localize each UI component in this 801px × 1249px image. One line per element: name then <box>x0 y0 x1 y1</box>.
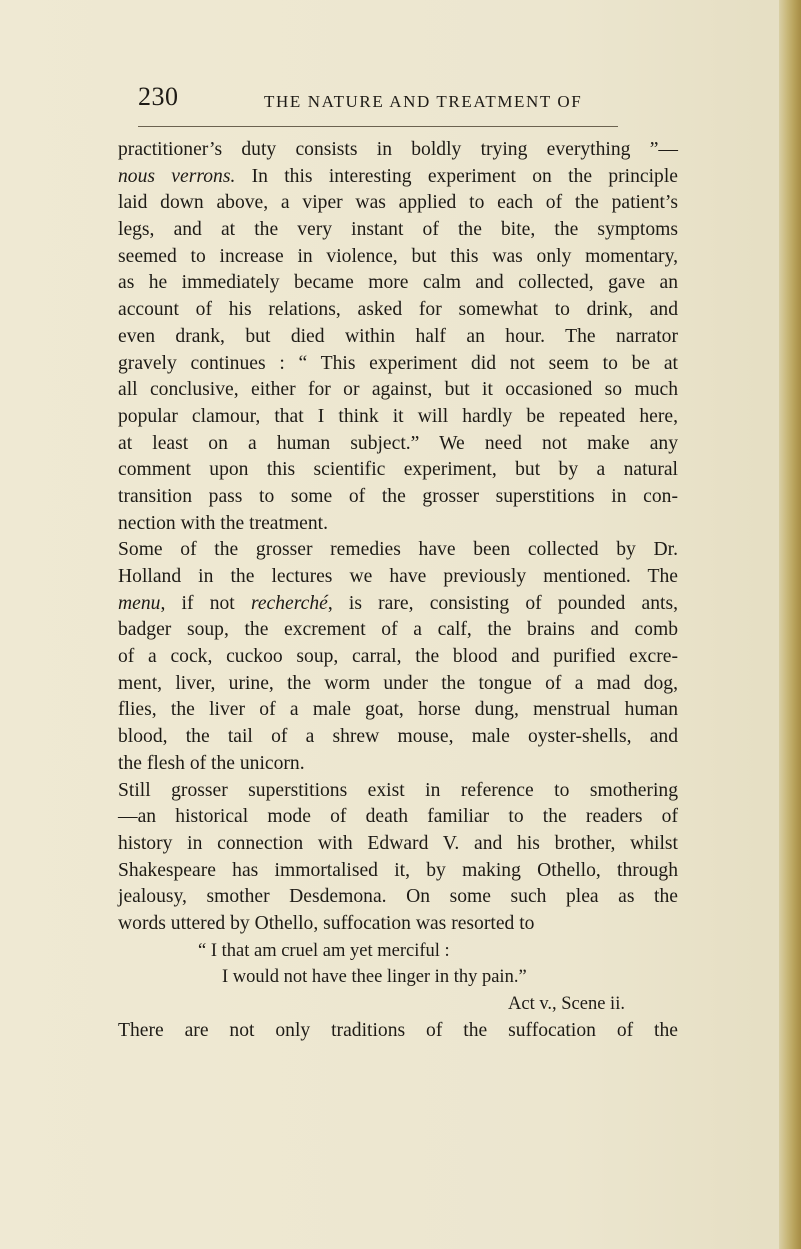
running-head: THE NATURE AND TREATMENT OF <box>264 92 583 111</box>
text-line: blood, the tail of a shrew mouse, male oyster-shells, and <box>118 726 678 748</box>
text-line: badger soup, the excrement of a calf, the brains and comb <box>118 619 678 641</box>
text-line: of a cock, cuckoo soup, carral, the blood and purified excre- <box>118 646 678 668</box>
quote-citation: Act v., Scene ii. <box>508 994 625 1014</box>
text-line: practitioner’s duty consists in boldly trying everything ”— <box>118 139 678 160</box>
text-line: even drank, but died within half an hour. The narrator <box>118 325 678 347</box>
text-line: There are not only traditions of the suffocation of the <box>118 1019 678 1041</box>
text-line: Some of the grosser remedies have been collected by Dr. <box>118 539 678 561</box>
text-line: comment upon this scientific experiment, but by a natural <box>118 459 678 481</box>
quote-line: I would not have thee linger in thy pain.” <box>222 967 527 988</box>
text-line: seemed to increase in violence, but this was only momentary, <box>118 245 678 267</box>
text-line: Still grosser superstitions exist in reference to smothering <box>118 779 678 801</box>
text-line: flies, the liver of a male goat, horse dung, menstrual human <box>118 699 678 721</box>
text-line: nection with the treatment. <box>118 512 329 534</box>
text-line: Shakespeare has immortalised it, by making Othello, through <box>118 859 678 881</box>
text-line: history in connection with Edward V. and his brother, whilst <box>118 832 678 854</box>
page-edge <box>779 0 801 1249</box>
paragraph <box>118 1018 678 1045</box>
page-header <box>138 82 698 118</box>
text-line: as he immediately became more calm and collected, gave an <box>118 272 678 294</box>
text-line: the flesh of the unicorn. <box>118 752 305 774</box>
text-line: ment, liver, urine, the worm under the tongue of a mad dog, <box>118 672 678 694</box>
paragraph <box>118 137 678 537</box>
text-line: Holland in the lectures we have previously mentioned. The <box>118 566 678 587</box>
text-line: nous verrons. In this interesting experiment on the principle <box>118 165 678 187</box>
body-text <box>118 137 678 1044</box>
text-line: at least on a human subject.” We need not make any <box>118 432 678 454</box>
text-line: jealousy, smother Desdemona. On some such plea as the <box>118 886 678 908</box>
text-line: gravely continues : “ This experiment did not seem to be at <box>118 352 678 374</box>
text-line: all conclusive, either for or against, but it occasioned so much <box>118 379 678 401</box>
block-quote <box>118 938 678 1018</box>
quote-line: “ I that am cruel am yet merciful : <box>198 940 450 961</box>
paragraph <box>118 537 678 777</box>
text-line: legs, and at the very instant of the bite, the symptoms <box>118 219 678 241</box>
text-line: account of his relations, asked for somewhat to drink, and <box>118 299 678 321</box>
text-line: laid down above, a viper was applied to each of the patient’s <box>118 192 678 214</box>
header-rule <box>138 126 618 127</box>
page-number: 230 <box>138 82 179 111</box>
text-line: menu, if not recherché, is rare, consisting of pounded ants, <box>118 592 678 614</box>
text-line: transition pass to some of the grosser superstitions in con- <box>118 485 678 507</box>
text-line: —an historical mode of death familiar to the readers of <box>118 806 678 828</box>
text-line: popular clamour, that I think it will hardly be repeated here, <box>118 405 678 427</box>
text-line: words uttered by Othello, suffocation was resorted to <box>118 912 535 934</box>
paragraph <box>118 778 678 938</box>
